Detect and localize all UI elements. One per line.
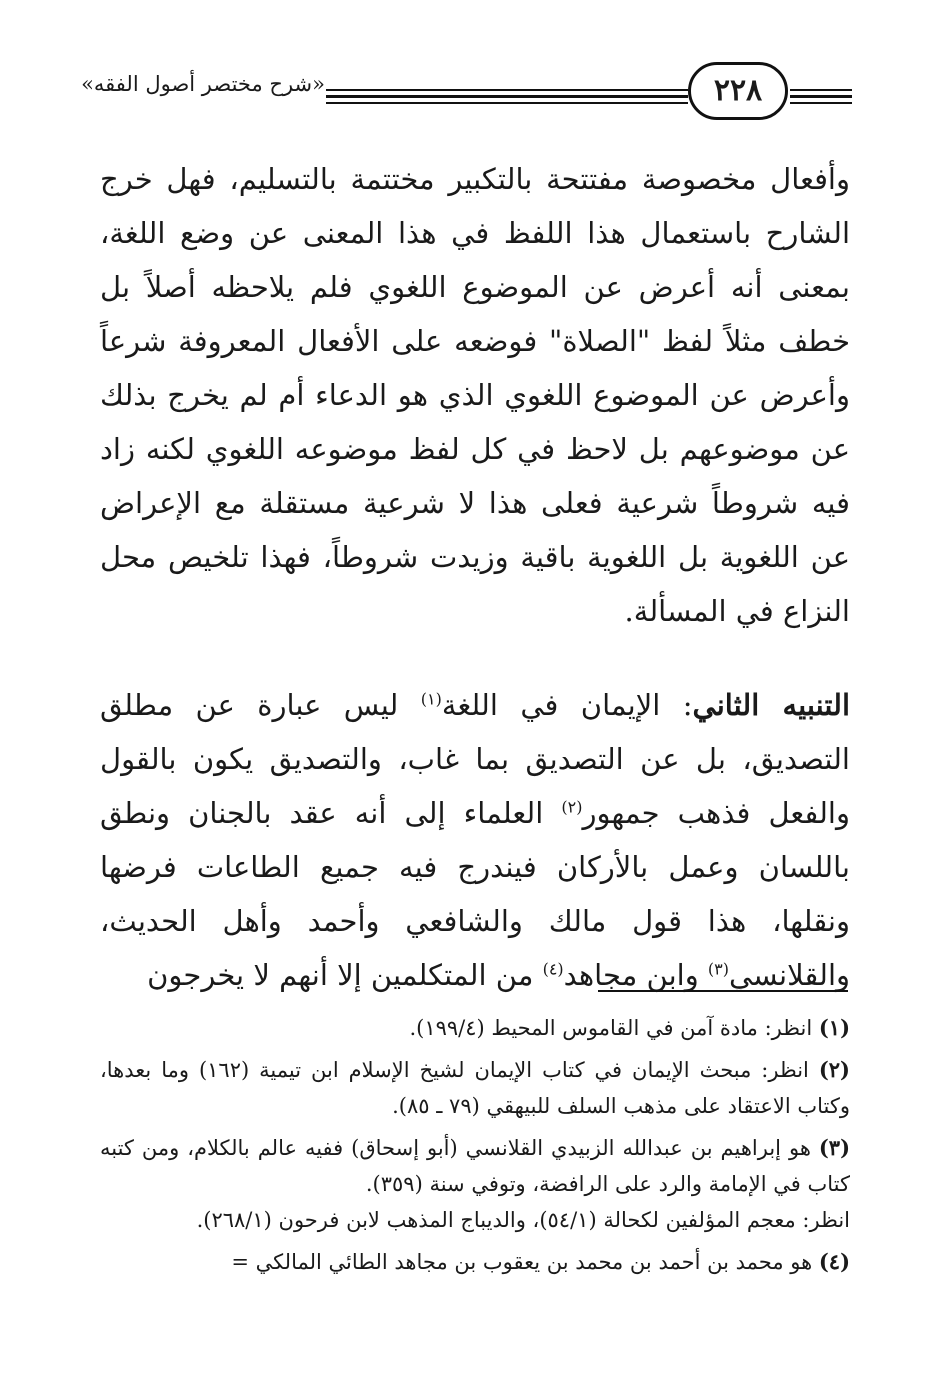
page-header	[81, 62, 852, 126]
text-segment: ليس عبارة عن مطلق التصديق، بل عن التصديق بما غاب، والتصديق يكون بالقول والفعل فذهب جمهور	[100, 688, 850, 830]
text-segment: العلماء إلى أنه عقد بالجنان ونطق باللسان وعمل بالأركان فيندرج فيه جميع الطاعات فرضها ونقلها، هذا قول مالك والشافعي وأحمد وأهل الحديث، والقلانسي	[100, 796, 850, 992]
section-heading: التنبيه الثاني	[692, 688, 851, 722]
footnote-text: انظر: مبحث الإيمان في كتاب الإيمان لشيخ الإسلام ابن تيمية (١٦٢) وما بعدها، وكتاب الاعتقاد على مذهب السلف للبيهقي (٧٩ ـ ٨٥).	[100, 1058, 850, 1118]
paragraph-2	[100, 678, 850, 1002]
book-title: «شرح مختصر أصول الفقه»	[81, 72, 325, 96]
text-segment: الإيمان في اللغة	[441, 688, 661, 722]
footnote-3	[100, 1130, 850, 1238]
footnote-text: انظر: مادة آمن في القاموس المحيط (١٩٩/٤).	[409, 1016, 819, 1040]
footnote-number: (٤)	[818, 1249, 850, 1274]
footnote-number: (٣)	[818, 1135, 850, 1160]
footnote-ref-3[interactable]: (٣)	[707, 959, 730, 979]
header-rule	[326, 89, 688, 91]
footnote-number: (١)	[818, 1015, 850, 1040]
footnote-number: (٢)	[818, 1057, 850, 1082]
footnote-2	[100, 1052, 850, 1124]
header-rule	[326, 102, 688, 104]
text-segment: من المتكلمين إلا أنهم لا يخرجون	[147, 958, 543, 992]
footnote-text: هو محمد بن أحمد بن محمد بن يعقوب بن مجاهد الطائي المالكي =	[231, 1250, 819, 1274]
header-rule	[790, 89, 852, 91]
page-number: ٢٢٨	[688, 62, 788, 120]
text-segment: وابن مجاهد	[563, 958, 708, 992]
header-rule	[326, 95, 688, 98]
footnote-ref-4[interactable]: (٤)	[542, 959, 564, 979]
footnote-separator	[598, 990, 848, 992]
main-text	[100, 152, 850, 1002]
footnote-ref-1[interactable]: (١)	[420, 689, 442, 709]
footnote-4	[100, 1244, 850, 1280]
footnote-text: هو إبراهيم بن عبدالله الزبيدي القلانسي (أبو إسحاق) ففيه عالم بالكلام، ومن كتبه كتاب في الإمامة والرد على الرافضة، وتوفي سنة (٣٥٩).	[100, 1136, 850, 1196]
footnote-ref-2[interactable]: (٢)	[561, 797, 583, 817]
footnote-text-continued: انظر: معجم المؤلفين لكحالة (٥٤/١)، والديباج المذهب لابن فرحون (٢٦٨/١).	[196, 1208, 850, 1232]
header-rule	[790, 95, 852, 98]
footnotes	[100, 1010, 850, 1286]
footnote-1	[100, 1010, 850, 1046]
heading-colon: :	[660, 688, 693, 722]
paragraph-1: وأفعال مخصوصة مفتتحة بالتكبير مختتمة بالتسليم، فهل خرج الشارح باستعمال هذا اللفظ في هذا المعنى عن وضع اللغة، بمعنى أنه أعرض عن الموضوع اللغوي فلم يلاحظه أصلاً بل خطف مثلاً لفظ "الصلاة" فوضعه على الأفعال المعروفة شرعاً وأعرض عن الموضوع اللغوي الذي هو الدعاء أم لم يخرج بذلك عن موضوعهم بل لاحظ في كل لفظ موضوعه اللغوي لكنه زاد فيه شروطاً شرعية فعلى هذا لا شرعية مستقلة مع الإعراض عن اللغوية بل اللغوية باقية وزيدت شروطاً، فهذا تلخيص محل النزاع في المسألة.	[100, 162, 850, 628]
header-rule	[790, 102, 852, 104]
